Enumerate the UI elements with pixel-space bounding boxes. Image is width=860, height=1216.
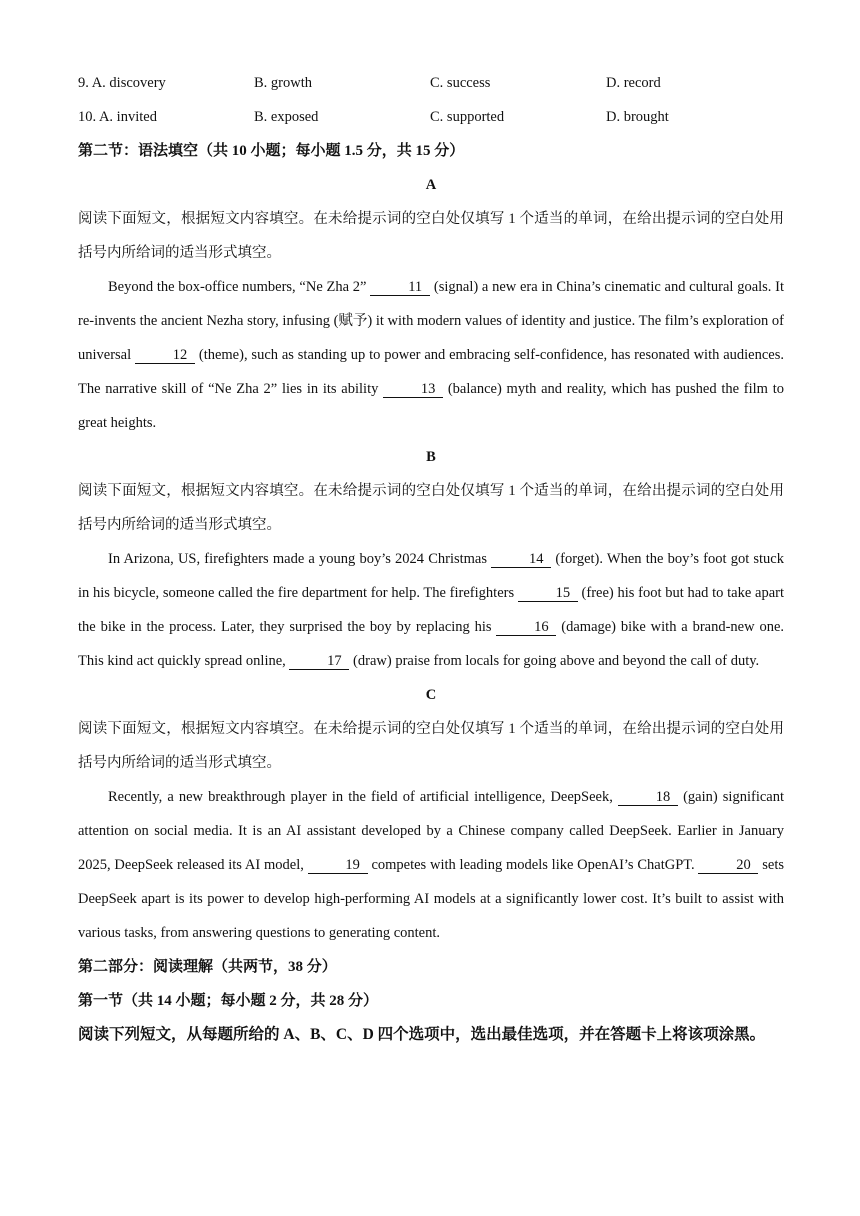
passage-b-letter: B	[426, 449, 436, 465]
q10-option-a: 10. A. invited	[78, 109, 157, 125]
blank-14: 14	[491, 551, 551, 568]
exam-page	[78, 66, 784, 1052]
passage-b-instruction: 阅读下面短文，根据短文内容填空。在未给提示词的空白处仅填写 1 个适当的单词，在给出提示词的空白处用括号内所给词的适当形式填空。	[78, 483, 784, 533]
passage-a-instruction: 阅读下面短文，根据短文内容填空。在未给提示词的空白处仅填写 1 个适当的单词，在给出提示词的空白处用括号内所给词的适当形式填空。	[78, 211, 784, 261]
blank-16: 16	[496, 619, 556, 636]
q10-option-d: D. brought	[606, 109, 669, 125]
blank-17: 17	[289, 653, 349, 670]
blank-18: 18	[618, 789, 678, 806]
question-9-options	[78, 66, 784, 100]
blank-13: 13	[383, 381, 443, 398]
part2-title: 第二部分：阅读理解（共两节，38 分）	[78, 959, 337, 975]
passage-b-text: In Arizona, US, firefighters made a young boy’s 2024 Christmas 14 (forget). When the boy’s foot got stuck in his bicycle, someone called the fire department for help. The firefighters 15 (free) his foot but had to take apart the bike in the process. Later, they surprised the boy by replacing his 16 (damage) bike with a brand-new one. This kind act quickly spread online, 17 (draw) praise from locals for going above and beyond the call of duty.	[78, 551, 785, 669]
passage-c-letter: C	[425, 687, 437, 703]
part2-section1-title: 第一节（共 14 小题；每小题 2 分，共 28 分）	[78, 993, 379, 1009]
blank-19: 19	[308, 857, 368, 874]
blank-12: 12	[135, 347, 195, 364]
q9-option-c: C. success	[430, 75, 491, 91]
passage-a-letter: A	[425, 177, 437, 193]
q10-option-c: C. supported	[430, 109, 505, 125]
question-10-options	[78, 100, 784, 134]
q9-option-d: D. record	[606, 75, 661, 91]
blank-15: 15	[518, 585, 578, 602]
passage-c-instruction: 阅读下面短文，根据短文内容填空。在未给提示词的空白处仅填写 1 个适当的单词，在给出提示词的空白处用括号内所给词的适当形式填空。	[78, 721, 784, 771]
blank-20: 20	[698, 857, 758, 874]
passage-a-text: Beyond the box-office numbers, “Ne Zha 2” 11 (signal) a new era in China’s cinematic and cultural goals. It re-invents the ancient Nezha story, infusing (赋予) it with modern values of identity and justice. The film’s exploration of universal 12 (theme), such as standing up to power and embracing self-confidence, has resonated with audiences. The narrative skill of “Ne Zha 2” lies in its ability 13 (balance) myth and reality, which has pushed the film to great heights.	[78, 279, 785, 431]
q9-option-a: 9. A. discovery	[78, 75, 166, 91]
q9-option-b: B. growth	[254, 75, 312, 91]
reading-instruction: 阅读下列短文，从每题所给的 A、B、C、D 四个选项中，选出最佳选项，并在答题卡上将该项涂黑。	[78, 1026, 766, 1043]
passage-c-text: Recently, a new breakthrough player in the field of artificial intelligence, DeepSeek, 18 (gain) significant attention on social media. It is an AI assistant developed by a Chinese company called DeepSeek. Earlier in January 2025, DeepSeek released its AI model, 19 competes with leading models like OpenAI’s ChatGPT. 20 sets DeepSeek apart is its power to develop high-performing AI models at a significantly lower cost. It’s built to assist with various tasks, from answering questions to generating content.	[78, 789, 784, 941]
section2-title: 第二节：语法填空（共 10 小题；每小题 1.5 分，共 15 分）	[78, 143, 465, 159]
blank-11: 11	[370, 279, 430, 296]
q10-option-b: B. exposed	[254, 109, 319, 125]
